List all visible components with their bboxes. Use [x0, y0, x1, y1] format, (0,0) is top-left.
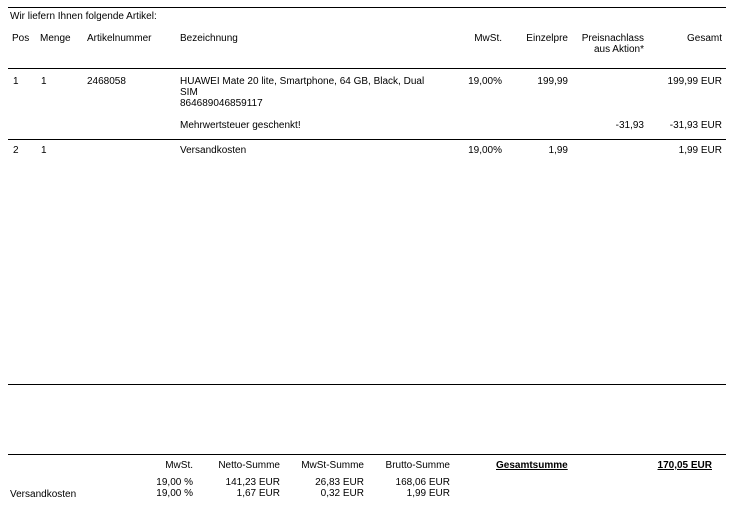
- summary-line2-label: Versandkosten: [10, 489, 77, 500]
- row-rule: [8, 139, 726, 140]
- row-bezeichnung-line3: 864689046859117: [180, 98, 263, 109]
- row-mwst: 19,00%: [468, 76, 502, 87]
- row-menge: 1: [41, 145, 47, 156]
- row-bezeichnung: [180, 76, 424, 109]
- summary-line2-netto: 1,67 EUR: [236, 488, 280, 499]
- row-artikelnummer: 2468058: [87, 76, 126, 87]
- row-einzelpreis: 199,99: [537, 76, 568, 87]
- header-gesamt: Gesamt: [686, 33, 722, 44]
- summary-rule: [8, 454, 726, 455]
- summary-header-mwst: MwSt.: [165, 460, 193, 471]
- row-sub-bezeichnung: Mehrwertsteuer geschenkt!: [180, 120, 301, 131]
- gesamtsumme-value: 170,05 EUR: [657, 460, 712, 471]
- row-gesamt: 199,99 EUR: [667, 76, 722, 87]
- header-menge: Menge: [40, 33, 71, 44]
- summary-header-netto: Netto-Summe: [218, 460, 280, 471]
- row-sub-nachlass: -31,93: [615, 120, 644, 131]
- table-end-rule: [8, 384, 726, 385]
- header-artikelnummer: Artikelnummer: [87, 33, 152, 44]
- row-menge: 1: [41, 76, 47, 87]
- header-preisnachlass-line1: Preisnachlass: [581, 33, 644, 44]
- row-einzelpreis: 1,99: [548, 145, 568, 156]
- summary-header-brutto: Brutto-Summe: [385, 460, 450, 471]
- header-bezeichnung: Bezeichnung: [180, 33, 238, 44]
- summary-line1-mwst-summe: 26,83 EUR: [315, 477, 364, 488]
- header-preisnachlass: [582, 33, 644, 55]
- summary-line2-mwst: 19,00 %: [156, 488, 193, 499]
- row-bezeichnung: Versandkosten: [180, 145, 247, 156]
- top-rule: [8, 7, 726, 8]
- header-rule: [8, 68, 726, 69]
- row-mwst: 19,00%: [468, 145, 502, 156]
- summary-line2-mwst-summe: 0,32 EUR: [320, 488, 364, 499]
- summary-line1-netto: 141,23 EUR: [225, 477, 280, 488]
- header-einzelpreis: Einzelpre: [526, 33, 568, 44]
- summary-line2-brutto: 1,99 EUR: [406, 488, 450, 499]
- header-pos: Pos: [12, 33, 30, 44]
- row-bezeichnung-line2: SIM: [180, 87, 198, 98]
- row-gesamt: 1,99 EUR: [678, 145, 722, 156]
- summary-header-mwst-summe: MwSt-Summe: [301, 460, 364, 471]
- gesamtsumme-label: Gesamtsumme: [496, 460, 568, 471]
- row-bezeichnung-line1: HUAWEI Mate 20 lite, Smartphone, 64 GB, Black, Dual: [180, 76, 425, 87]
- row-pos: 2: [13, 145, 19, 156]
- row-pos: 1: [13, 76, 19, 87]
- intro-text: Wir liefern Ihnen folgende Artikel:: [10, 11, 157, 22]
- summary-line1-brutto: 168,06 EUR: [395, 477, 450, 488]
- header-preisnachlass-line2: aus Aktion*: [593, 44, 644, 55]
- summary-line1-mwst: 19,00 %: [156, 477, 193, 488]
- row-sub-gesamt: -31,93 EUR: [669, 120, 722, 131]
- header-mwst: MwSt.: [474, 33, 502, 44]
